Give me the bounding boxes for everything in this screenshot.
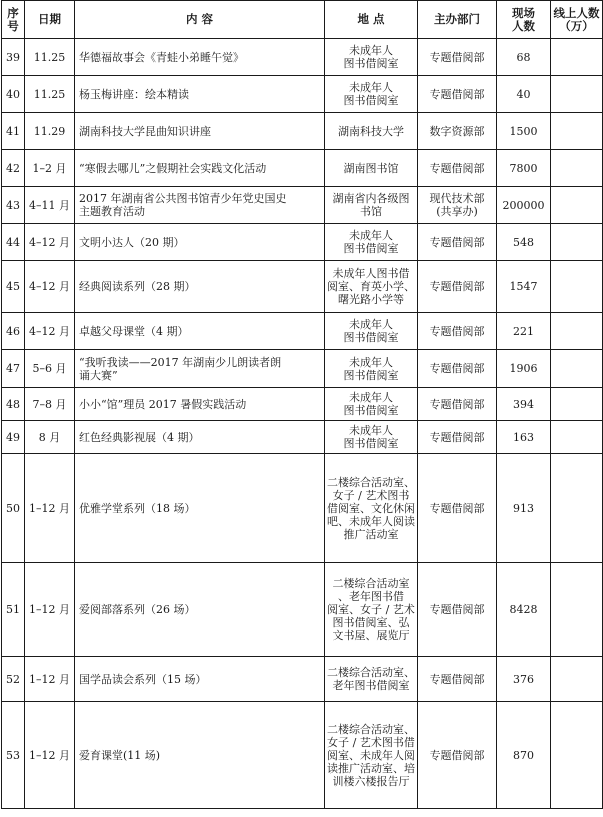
cell-content: 卓越父母课堂（4 期） <box>75 313 325 350</box>
table-row <box>2 454 603 563</box>
cell-date: 1–12 月 <box>25 702 75 809</box>
cell-organizer: 专题借阅部 <box>418 350 497 388</box>
cell-content: 2017 年湖南省公共图书馆青少年党史国史 主题教育活动 <box>75 187 325 224</box>
cell-seq: 51 <box>2 563 25 657</box>
cell-date: 4–12 月 <box>25 224 75 261</box>
cell-seq: 50 <box>2 454 25 563</box>
cell-date: 7–8 月 <box>25 388 75 421</box>
cell-location: 湖南省内各级图 书馆 <box>325 187 418 224</box>
table-row <box>2 702 603 809</box>
header-content: 内 容 <box>75 1 325 39</box>
cell-location: 二楼综合活动室、 女子 / 艺术图书借 阅室、未成年人阅 读推广活动室、培 训楼六楼报告厅 <box>325 702 418 809</box>
cell-online <box>551 563 603 657</box>
cell-organizer: 专题借阅部 <box>418 563 497 657</box>
cell-organizer: 专题借阅部 <box>418 261 497 313</box>
cell-onsite: 163 <box>497 421 551 454</box>
cell-onsite: 870 <box>497 702 551 809</box>
cell-organizer: 专题借阅部 <box>418 224 497 261</box>
cell-content: 华德福故事会《青蛙小弟睡午觉》 <box>75 39 325 76</box>
cell-date: 11.25 <box>25 39 75 76</box>
cell-location: 二楼综合活动室 、老年图书借 阅室、女子 / 艺术 图书借阅室、弘 文书屋、展览厅 <box>325 563 418 657</box>
cell-content: 国学品读会系列（15 场） <box>75 657 325 702</box>
cell-date: 4–11 月 <box>25 187 75 224</box>
cell-organizer: 专题借阅部 <box>418 388 497 421</box>
table-row <box>2 76 603 113</box>
cell-seq: 48 <box>2 388 25 421</box>
cell-organizer: 专题借阅部 <box>418 313 497 350</box>
cell-seq: 43 <box>2 187 25 224</box>
cell-date: 8 月 <box>25 421 75 454</box>
cell-organizer: 专题借阅部 <box>418 76 497 113</box>
cell-content: 小小“馆”理员 2017 暑假实践活动 <box>75 388 325 421</box>
cell-online <box>551 388 603 421</box>
cell-onsite: 1906 <box>497 350 551 388</box>
cell-content: 文明小达人（20 期） <box>75 224 325 261</box>
header-date: 日期 <box>25 1 75 39</box>
cell-seq: 45 <box>2 261 25 313</box>
cell-organizer: 现代技术部 (共享办) <box>418 187 497 224</box>
cell-seq: 40 <box>2 76 25 113</box>
cell-onsite: 8428 <box>497 563 551 657</box>
activities-table <box>1 0 603 809</box>
cell-location: 二楼综合活动室、 老年图书借阅室 <box>325 657 418 702</box>
cell-location: 未成年人 图书借阅室 <box>325 388 418 421</box>
cell-seq: 52 <box>2 657 25 702</box>
cell-organizer: 专题借阅部 <box>418 150 497 187</box>
cell-seq: 41 <box>2 113 25 150</box>
cell-onsite: 1500 <box>497 113 551 150</box>
table-row <box>2 657 603 702</box>
cell-online <box>551 39 603 76</box>
cell-organizer: 专题借阅部 <box>418 454 497 563</box>
cell-seq: 47 <box>2 350 25 388</box>
cell-seq: 39 <box>2 39 25 76</box>
table-row <box>2 350 603 388</box>
cell-online <box>551 313 603 350</box>
cell-onsite: 394 <box>497 388 551 421</box>
cell-seq: 44 <box>2 224 25 261</box>
cell-organizer: 专题借阅部 <box>418 702 497 809</box>
cell-date: 1–12 月 <box>25 454 75 563</box>
cell-location: 湖南图书馆 <box>325 150 418 187</box>
cell-location: 未成年人 图书借阅室 <box>325 421 418 454</box>
cell-onsite: 68 <box>497 39 551 76</box>
cell-online <box>551 150 603 187</box>
cell-seq: 53 <box>2 702 25 809</box>
cell-online <box>551 454 603 563</box>
cell-location: 未成年人 图书借阅室 <box>325 76 418 113</box>
cell-onsite: 221 <box>497 313 551 350</box>
cell-online <box>551 113 603 150</box>
cell-content: 爱阅部落系列（26 场） <box>75 563 325 657</box>
header-seq: 序 号 <box>2 1 25 39</box>
cell-content: 杨玉梅讲座：绘本精读 <box>75 76 325 113</box>
cell-online <box>551 187 603 224</box>
table-row <box>2 150 603 187</box>
cell-date: 1–12 月 <box>25 657 75 702</box>
table-row <box>2 39 603 76</box>
header-online: 线上人数 （万） <box>551 1 603 39</box>
cell-online <box>551 76 603 113</box>
cell-online <box>551 421 603 454</box>
cell-content: “寒假去哪儿”之假期社会实践文化活动 <box>75 150 325 187</box>
cell-online <box>551 261 603 313</box>
cell-content: 优雅学堂系列（18 场） <box>75 454 325 563</box>
cell-location: 二楼综合活动室、 女子 / 艺术图书 借阅室、文化休闲 吧、未成年人阅读 推广活动室 <box>325 454 418 563</box>
cell-onsite: 376 <box>497 657 551 702</box>
cell-date: 4–12 月 <box>25 261 75 313</box>
cell-content: “我听我读——2017 年湖南少儿朗读者朗 诵大赛” <box>75 350 325 388</box>
table-row <box>2 421 603 454</box>
cell-content: 红色经典影视展（4 期） <box>75 421 325 454</box>
table-row <box>2 388 603 421</box>
cell-onsite: 200000 <box>497 187 551 224</box>
cell-online <box>551 350 603 388</box>
cell-date: 1–2 月 <box>25 150 75 187</box>
cell-onsite: 7800 <box>497 150 551 187</box>
cell-date: 11.29 <box>25 113 75 150</box>
table-row <box>2 113 603 150</box>
cell-seq: 46 <box>2 313 25 350</box>
cell-date: 5–6 月 <box>25 350 75 388</box>
header-onsite: 现场 人数 <box>497 1 551 39</box>
cell-online <box>551 224 603 261</box>
table-row <box>2 261 603 313</box>
cell-location: 湖南科技大学 <box>325 113 418 150</box>
table-row <box>2 313 603 350</box>
cell-location: 未成年人 图书借阅室 <box>325 224 418 261</box>
table-row <box>2 187 603 224</box>
cell-organizer: 专题借阅部 <box>418 421 497 454</box>
cell-date: 1–12 月 <box>25 563 75 657</box>
table-row <box>2 563 603 657</box>
cell-seq: 49 <box>2 421 25 454</box>
cell-date: 4–12 月 <box>25 313 75 350</box>
cell-location: 未成年人 图书借阅室 <box>325 313 418 350</box>
cell-seq: 42 <box>2 150 25 187</box>
cell-content: 爱育课堂(11 场) <box>75 702 325 809</box>
cell-content: 湖南科技大学昆曲知识讲座 <box>75 113 325 150</box>
cell-online <box>551 657 603 702</box>
cell-location: 未成年人 图书借阅室 <box>325 39 418 76</box>
cell-onsite: 548 <box>497 224 551 261</box>
cell-onsite: 40 <box>497 76 551 113</box>
cell-organizer: 专题借阅部 <box>418 657 497 702</box>
cell-online <box>551 702 603 809</box>
cell-organizer: 专题借阅部 <box>418 39 497 76</box>
cell-content: 经典阅读系列（28 期） <box>75 261 325 313</box>
cell-onsite: 913 <box>497 454 551 563</box>
header-location: 地 点 <box>325 1 418 39</box>
cell-organizer: 数字资源部 <box>418 113 497 150</box>
header-organizer: 主办部门 <box>418 1 497 39</box>
cell-location: 未成年人图书借 阅室、育英小学、 曙光路小学等 <box>325 261 418 313</box>
header-row <box>2 1 603 39</box>
cell-date: 11.25 <box>25 76 75 113</box>
table-row <box>2 224 603 261</box>
cell-onsite: 1547 <box>497 261 551 313</box>
cell-location: 未成年人 图书借阅室 <box>325 350 418 388</box>
